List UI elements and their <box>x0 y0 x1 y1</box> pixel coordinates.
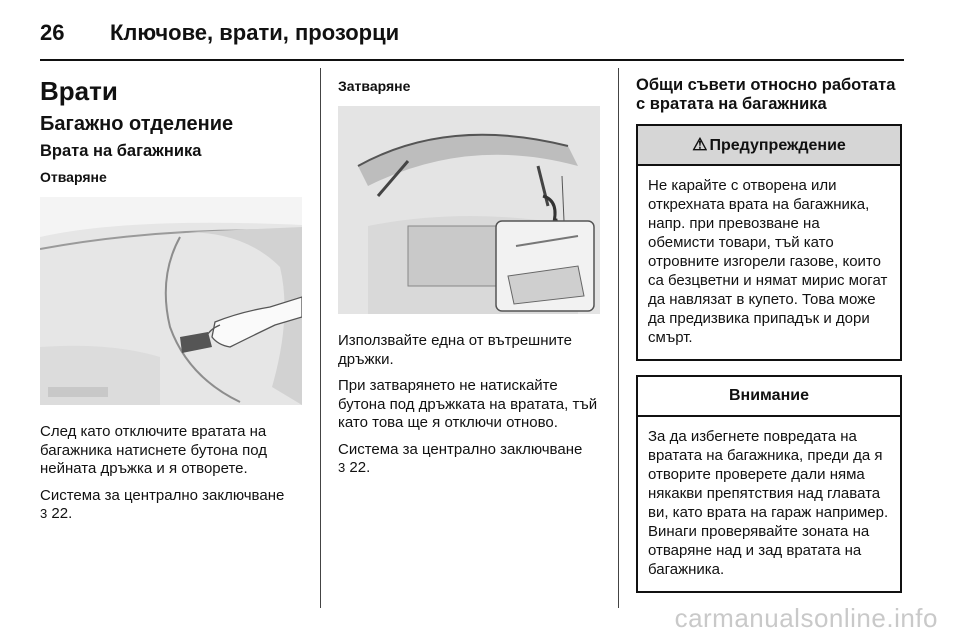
column-3 <box>636 72 902 593</box>
hand-pressing-button-illustration <box>40 197 302 405</box>
caution-title: Внимание <box>729 387 809 404</box>
closing-heading: Затваряне <box>338 78 411 94</box>
caution-text: За да избегнете повредата на вратата на багажника, преди да я отворите проверете дали няма някакви препятствия над главата ви, като врата на гараж например. Винаги проверявайте зоната на отваряне над и зад вратата на багажника. <box>648 428 889 578</box>
page-header <box>40 18 900 58</box>
warning-text: Не карайте с отворена или открехната врата на багажника, напр. при превозване на обемисти товари, тъй като отровните изгорели газове, които са безцветни и нямат мирис могат да навлязат в купето. Това може да предизвика припадък и дори смърт. <box>648 177 888 346</box>
column-2 <box>338 72 602 486</box>
tailgate-closing-illustration <box>338 106 600 314</box>
closing-instructions-2: При затварянето не натискайте бутона под дръжката на вратата, тъй като това ще я отключи отново. <box>338 377 598 431</box>
topic-title: Врата на багажника <box>40 142 202 160</box>
caution-box <box>636 375 902 593</box>
reference-page[interactable]: 22. <box>47 505 73 522</box>
cross-reference-icon: 3 <box>40 506 48 521</box>
tailgate-opening-illustration <box>40 197 302 405</box>
warning-title: Предупреждение <box>709 137 846 154</box>
section-title: Врати <box>40 76 118 106</box>
opening-heading: Отваряне <box>40 169 107 185</box>
header-rule <box>40 59 904 61</box>
general-advice-title: Общи съвети относно работата с вратата на багажника <box>636 76 896 113</box>
caution-header <box>638 377 900 417</box>
central-locking-reference <box>40 487 302 524</box>
cross-reference-icon: 3 <box>338 460 346 475</box>
subsection-title: Багажно отделение <box>40 113 234 135</box>
reference-text: Система за централно заключване <box>40 486 285 504</box>
warning-triangle-icon: ⚠ <box>692 135 708 154</box>
column-divider <box>618 68 619 608</box>
reference-page[interactable]: 22. <box>345 459 371 476</box>
column-1 <box>40 72 302 532</box>
reference-text: Система за централно заключване <box>338 440 583 458</box>
central-locking-reference <box>338 441 602 478</box>
page-number: 26 <box>40 20 65 45</box>
closing-instructions-1: Използвайте една от вътрешните дръжки. <box>338 332 572 368</box>
open-tailgate-illustration <box>338 106 600 314</box>
watermark: carmanualsonline.info <box>674 603 938 633</box>
warning-header <box>638 126 900 166</box>
warning-box <box>636 124 902 361</box>
column-divider <box>320 68 321 608</box>
page-title: Ключове, врати, прозорци <box>110 20 400 45</box>
opening-instructions: След като отключите вратата на багажника натиснете бутона под нейната дръжка и я отворете. <box>40 423 268 477</box>
